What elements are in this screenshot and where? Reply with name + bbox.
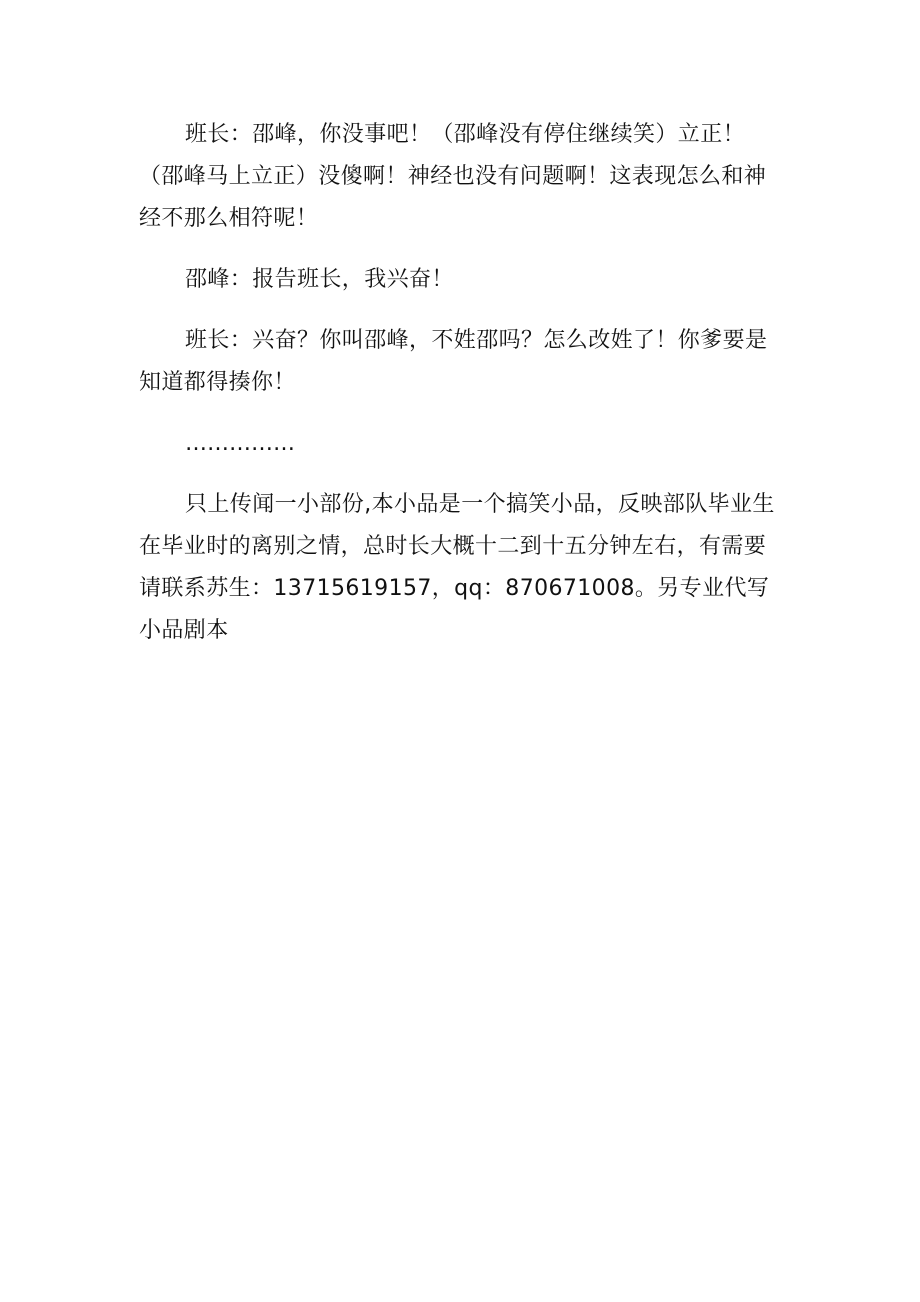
paragraph-contact-note: 只上传闻一小部份,本小品是一个搞笑小品，反映部队毕业生在毕业时的离别之情，总时长大概十二到十五分钟左右，有需要请联系苏生：13715619157，qq：870671008。另专业代写小品剧本 (139, 492, 775, 643)
paragraph-shao-feng: 邵峰：报告班长，我兴奋！ (185, 267, 454, 292)
paragraph-squad-leader-1: 班长：邵峰，你没事吧！（邵峰没有停住继续笑）立正！（邵峰马上立正）没傻啊！神经也没有问题啊！这表现怎么和神经不那么相符呢！ (139, 122, 767, 231)
paragraph-squad-leader-2: 班长：兴奋？你叫邵峰，不姓邵吗？怎么改姓了！你爹要是知道都得揍你！ (139, 328, 768, 395)
ellipsis-separator: …………… (185, 431, 295, 456)
